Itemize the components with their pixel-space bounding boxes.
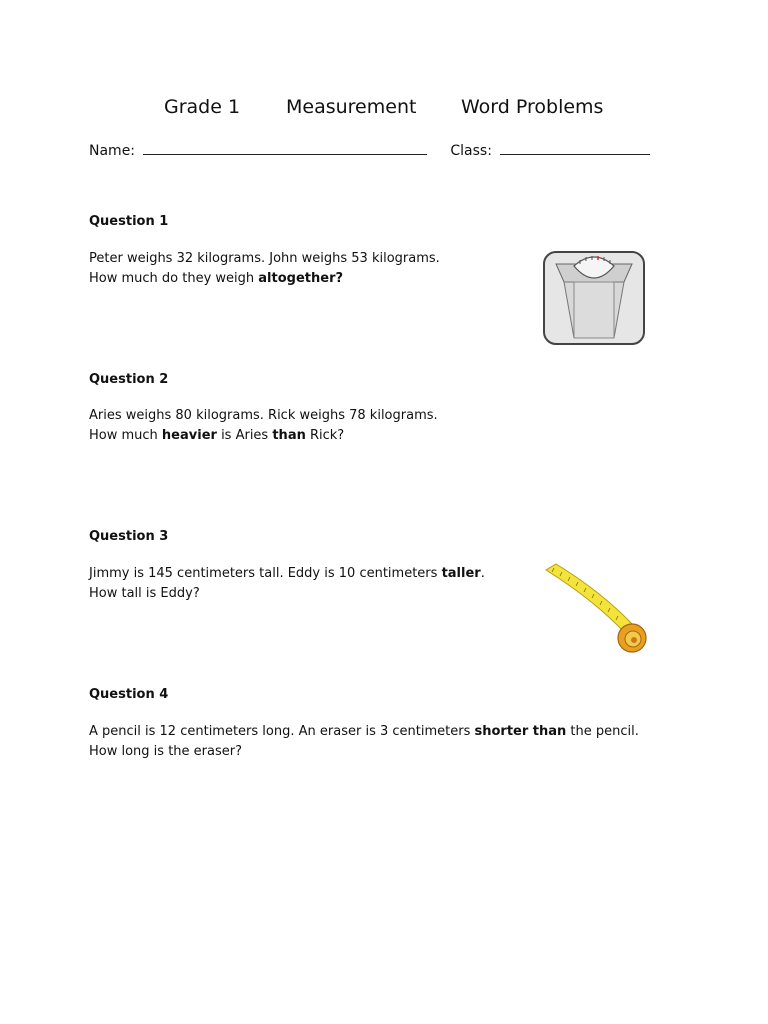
question-1-heading: Question 1 <box>89 214 169 229</box>
question-1-text <box>89 249 440 289</box>
question-2-keyword-b: than <box>272 428 306 443</box>
title-grade: Grade 1 <box>164 96 241 118</box>
question-4-prompt-a: A pencil is 12 centimeters long. An eraser is 3 centimeters <box>89 724 475 739</box>
worksheet-title <box>0 96 768 124</box>
question-2-heading: Question 2 <box>89 372 169 387</box>
question-4-line-2: How long is the eraser? <box>89 744 242 759</box>
question-4-keyword: shorter than <box>474 724 567 739</box>
bathroom-scale-icon <box>542 250 646 346</box>
question-3-text <box>89 564 485 604</box>
question-3-prompt-a: Jimmy is 145 centimeters tall. Eddy is 10 centimeters <box>89 566 442 581</box>
question-1-line-2 <box>89 269 440 289</box>
question-1-line-1: Peter weighs 32 kilograms. John weighs 53 kilograms. <box>89 251 440 266</box>
question-3-heading: Question 3 <box>89 529 169 544</box>
class-blank[interactable] <box>500 142 650 155</box>
measuring-tape-icon <box>542 562 650 656</box>
question-1-prompt: How much do they weigh <box>89 271 259 286</box>
question-2-prompt-c: Rick? <box>305 428 345 443</box>
name-blank[interactable] <box>143 142 427 155</box>
title-type: Word Problems <box>461 96 604 118</box>
question-2-line-1: Aries weighs 80 kilograms. Rick weighs 78 kilograms. <box>89 408 438 423</box>
question-4-line-1 <box>89 722 639 742</box>
question-3-keyword: taller <box>441 566 481 581</box>
title-topic: Measurement <box>286 96 417 118</box>
question-2-prompt-b: is Aries <box>216 428 273 443</box>
name-label: Name: <box>89 143 136 159</box>
question-3-prompt-b: . <box>480 566 485 581</box>
question-2-keyword-a: heavier <box>161 428 217 443</box>
question-4-text <box>89 722 639 762</box>
question-3-line-2: How tall is Eddy? <box>89 586 200 601</box>
question-4-heading: Question 4 <box>89 687 169 702</box>
question-2-prompt-a: How much <box>89 428 162 443</box>
question-2-text <box>89 406 438 446</box>
question-3-line-1 <box>89 564 485 584</box>
question-1-keyword: altogether? <box>258 271 344 286</box>
student-info-line <box>89 142 689 159</box>
class-label: Class: <box>450 143 492 159</box>
question-2-line-2 <box>89 426 438 446</box>
question-4-prompt-b: the pencil. <box>566 724 639 739</box>
